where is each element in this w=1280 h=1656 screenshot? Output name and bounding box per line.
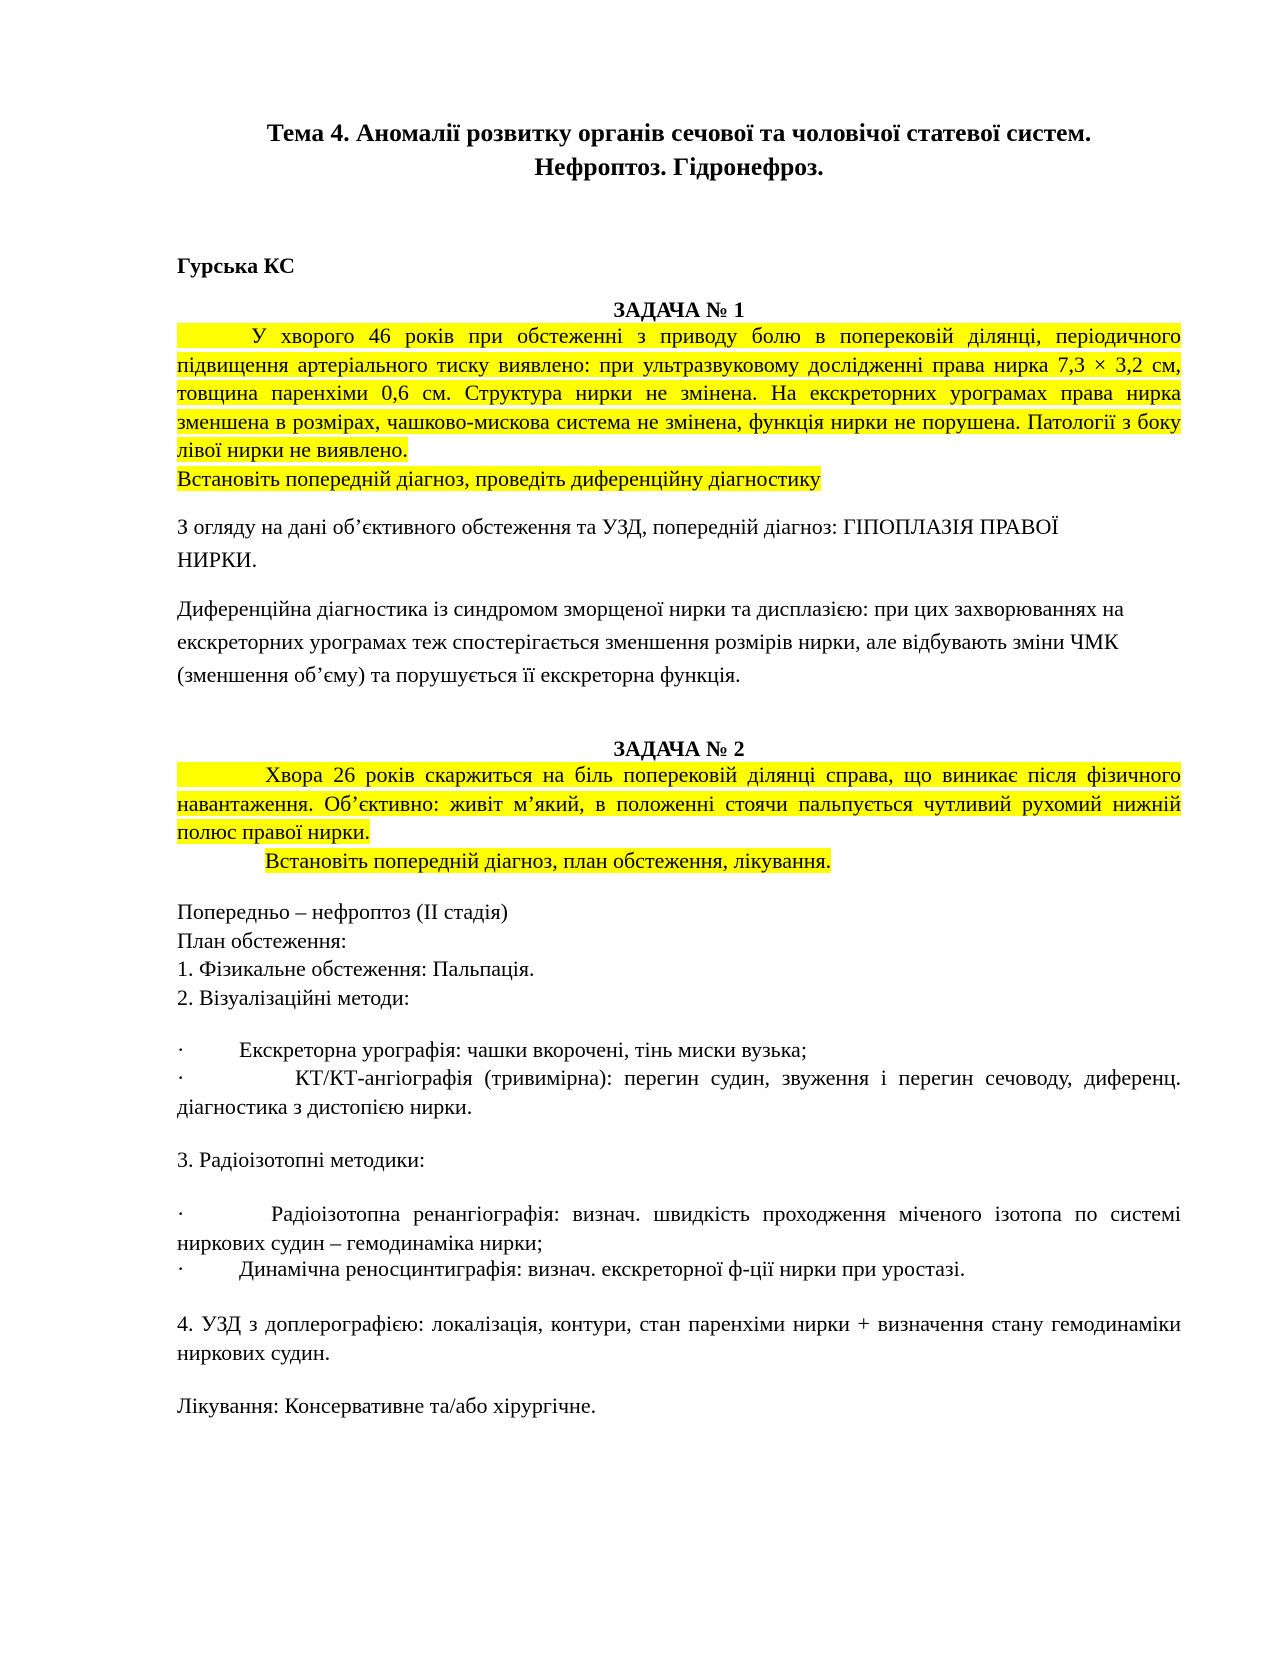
task-2-plan-item-2: 2. Візуалізаційні методи:: [177, 984, 410, 1010]
bullet-icon: ·: [177, 1065, 185, 1090]
task-1-heading: ЗАДАЧА № 1: [613, 297, 745, 322]
bullet-icon: ·: [177, 1037, 185, 1062]
task-2-treatment: Лікування: Консервативне та/або хірургічне.: [177, 1393, 597, 1418]
task-2-plan-item-4: 4. УЗД з доплерографією: локалізація, контури, стан паренхіми нирки + визначення стану гемодинаміки ниркових судин.: [177, 1311, 1181, 1365]
document-title: [177, 116, 1181, 184]
task-2-bullet-3-text: Радіоізотопна ренангіографія: визнач. швидкість проходження міченого ізотопа по системі ниркових судин – гемодинаміка нирки;: [177, 1201, 1181, 1255]
task-2-bullet-1-text: Екскреторна урографія: чашки вкорочені, тінь миски вузька;: [239, 1037, 807, 1062]
task-2-answer-block: [177, 898, 1181, 1012]
task-2-plan-item-1: 1. Фізикальне обстеження: Пальпація.: [177, 956, 535, 982]
task-2-prelim: Попередньо – нефроптоз (ІІ стадія): [177, 899, 508, 924]
task-2-plan-label: План обстеження:: [177, 927, 347, 953]
task-2-condition: [177, 761, 1181, 875]
task-1-condition: [177, 322, 1181, 494]
task-1-condition-text: У хворого 46 років при обстеженні з приводу болю в поперековій ділянці, періодичного підвищення артеріального тиску виявлено: при ультразвуковому дослідженні права нирка 7,3 × 3,2 см, товщина паренхіми 0,6 см. Структура нирки не змінена. На екскреторних урограмах права нирка зменшена в розмірах, чашково-мискова система не змінена, функція нирки не порушена. Патології з боку лівої нирки не виявлено.: [177, 323, 1181, 463]
task-2-bullet-2-text: КТ/КТ-ангіографія (тривимірна): перегин судин, звуження і перегин сечоводу, диференц. діагностика з дистопією нирки.: [177, 1065, 1181, 1119]
bullet-icon: ·: [177, 1256, 185, 1281]
task-2-bullet-2: [177, 1064, 1181, 1121]
task-2-question: Встановіть попередній діагноз, план обстеження, лікування.: [265, 847, 832, 873]
task-2-bullet-4: [177, 1255, 1181, 1284]
task-1-answer-differential: Диференційна діагностика із синдромом зморщеної нирки та дисплазією: при цих захворюваннях на екскреторних урограмах теж спостерігається зменшення розмірів нирки, але відбувають зміни ЧМК (зменшення об’єму) та порушується її екскреторна функція.: [177, 596, 1124, 687]
task-1-question: Встановіть попередній діагноз, проведіть диференційну діагностику: [177, 465, 821, 491]
task-2-condition-text: Хвора 26 років скаржиться на біль поперековій ділянці справа, що виникає після фізичного навантаження. Об’єктивно: живіт м’який, в положенні стоячи пальпується чутливий рухомий нижній полюс правої нирки.: [177, 762, 1181, 845]
task-2-heading: ЗАДАЧА № 2: [613, 736, 745, 761]
task-2-bullet-1: [177, 1036, 1181, 1065]
task-2-plan-item-3: 3. Радіоізотопні методики:: [177, 1147, 426, 1172]
title-line-1: Тема 4. Аномалії розвитку органів сечової та чоловічої статевої систем.: [266, 118, 1092, 147]
task-1-answer-diagnosis: З огляду на дані об’єктивного обстеження та УЗД, попередній діагноз: ГІПОПЛАЗІЯ ПРАВОЇ НИРКИ.: [177, 514, 1059, 572]
task-2-bullet-3: [177, 1200, 1181, 1257]
title-line-2: Нефроптоз. Гідронефроз.: [534, 152, 824, 181]
task-2-bullet-4-text: Динамічна реносцинтиграфія: визнач. екскреторної ф-ції нирки при уростазі.: [239, 1256, 966, 1281]
bullet-icon: ·: [177, 1201, 185, 1226]
author-name: Гурська КС: [177, 253, 295, 278]
